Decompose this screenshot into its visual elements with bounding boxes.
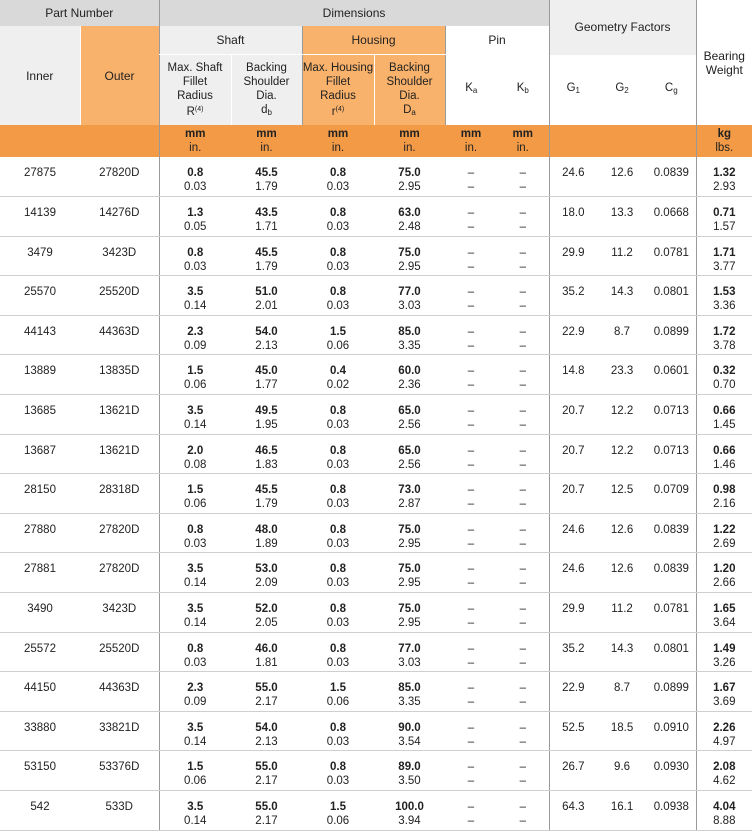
geometry-cg: 0.0839 [647, 157, 696, 197]
geometry-cg: 0.0713 [647, 395, 696, 435]
pin-kb: – – [497, 197, 549, 237]
table-row [0, 513, 752, 553]
housing-backing-diameter: 63.0 2.48 [374, 197, 445, 237]
bearing-weight: 1.20 2.66 [696, 553, 752, 593]
geometry-cg: 0.0930 [647, 751, 696, 791]
shaft-backing-diameter: 49.5 1.95 [231, 395, 302, 435]
housing-fillet-symbol: $r^{(4)}$ [331, 106, 345, 118]
unit-ka: mm in. [445, 125, 497, 157]
housing-fillet-radius: 0.8 0.03 [302, 751, 374, 791]
bearing-weight: 1.49 3.26 [696, 632, 752, 672]
geometry-g2: 12.2 [597, 395, 647, 435]
geometry-cg: 0.0781 [647, 236, 696, 276]
geometry-g1: 22.9 [549, 315, 597, 355]
table-row [0, 593, 752, 633]
geometry-cg: 0.0668 [647, 197, 696, 237]
housing-fillet-radius: 0.8 0.03 [302, 513, 374, 553]
table-row [0, 315, 752, 355]
geometry-cg: 0.0938 [647, 791, 696, 831]
pin-kb: – – [497, 632, 549, 672]
pin-ka: – – [445, 434, 497, 474]
housing-fillet-radius: 0.8 0.03 [302, 157, 374, 197]
housing-fillet-radius: 0.8 0.03 [302, 197, 374, 237]
table-row [0, 751, 752, 791]
inner-part-number: 27875 [0, 157, 80, 197]
housing-fillet-line-3: Radius [320, 90, 356, 102]
shaft-fillet-radius: 3.5 0.14 [159, 276, 231, 316]
shaft-fillet-radius: 0.8 0.03 [159, 513, 231, 553]
pin-ka: – – [445, 236, 497, 276]
table-row [0, 236, 752, 276]
housing-fillet-radius: 1.5 0.06 [302, 315, 374, 355]
shaft-backing-diameter: 51.0 2.01 [231, 276, 302, 316]
housing-backing-diameter: 73.0 2.87 [374, 474, 445, 514]
pin-kb: – – [497, 395, 549, 435]
shaft-backing-diameter: 45.5 1.79 [231, 474, 302, 514]
pin-ka: – – [445, 593, 497, 633]
pin-ka: – – [445, 513, 497, 553]
pin-ka: – – [445, 157, 497, 197]
housing-fillet-radius: 1.5 0.06 [302, 791, 374, 831]
bearing-weight: 0.32 0.70 [696, 355, 752, 395]
geometry-g2: 8.7 [597, 315, 647, 355]
pin-ka: – – [445, 791, 497, 831]
geometry-g1: 24.6 [549, 513, 597, 553]
pin-kb: – – [497, 236, 549, 276]
ka-header: $K_a$ [445, 55, 497, 126]
housing-fillet-radius: 0.8 0.03 [302, 474, 374, 514]
housing-backing-line-3: Dia. [399, 89, 420, 102]
geometry-g1: 14.8 [549, 355, 597, 395]
housing-backing-diameter: 77.0 3.03 [374, 632, 445, 672]
pin-kb: – – [497, 593, 549, 633]
unit-cell-empty [80, 125, 159, 157]
geometry-cg: 0.0801 [647, 276, 696, 316]
pin-ka: – – [445, 632, 497, 672]
shaft-fillet-symbol: $R^{(4)}$ [186, 106, 204, 118]
pin-kb: – – [497, 474, 549, 514]
housing-backing-diameter: 75.0 2.95 [374, 553, 445, 593]
housing-backing-diameter: 75.0 2.95 [374, 593, 445, 633]
geometry-g1: 18.0 [549, 197, 597, 237]
pin-kb: – – [497, 553, 549, 593]
geometry-g1: 20.7 [549, 434, 597, 474]
shaft-fillet-radius: 0.8 0.03 [159, 632, 231, 672]
geometry-g1: 20.7 [549, 474, 597, 514]
shaft-backing-diameter: 45.5 1.79 [231, 157, 302, 197]
shaft-fillet-radius: 3.5 0.14 [159, 593, 231, 633]
table-row [0, 632, 752, 672]
cg-header: $C_g$ [647, 55, 696, 126]
geometry-g2: 8.7 [597, 672, 647, 712]
housing-backing-shoulder-header [374, 55, 445, 126]
table-row [0, 157, 752, 197]
geometry-g1: 64.3 [549, 791, 597, 831]
housing-fillet-radius: 0.4 0.02 [302, 355, 374, 395]
bearing-weight: 0.66 1.46 [696, 434, 752, 474]
shaft-backing-diameter: 48.0 1.89 [231, 513, 302, 553]
outer-part-number: 533D [80, 791, 159, 831]
shaft-backing-diameter: 45.5 1.79 [231, 236, 302, 276]
kb-header: $K_b$ [497, 55, 549, 126]
geometry-g1: 29.9 [549, 593, 597, 633]
outer-header: Outer [80, 26, 159, 125]
table-row [0, 355, 752, 395]
geometry-g2: 11.2 [597, 236, 647, 276]
pin-kb: – – [497, 276, 549, 316]
geometry-cg: 0.0899 [647, 672, 696, 712]
housing-backing-diameter: 89.0 3.50 [374, 751, 445, 791]
pin-ka: – – [445, 355, 497, 395]
inner-part-number: 3479 [0, 236, 80, 276]
inner-part-number: 33880 [0, 711, 80, 751]
pin-ka: – – [445, 711, 497, 751]
bearing-weight: 1.72 3.78 [696, 315, 752, 355]
bearing-weight: 1.71 3.77 [696, 236, 752, 276]
outer-part-number: 27820D [80, 553, 159, 593]
table-row [0, 672, 752, 712]
geometry-cg: 0.0801 [647, 632, 696, 672]
geometry-g1: 26.7 [549, 751, 597, 791]
geometry-g2: 23.3 [597, 355, 647, 395]
outer-part-number: 13835D [80, 355, 159, 395]
housing-backing-diameter: 100.0 3.94 [374, 791, 445, 831]
housing-backing-diameter: 65.0 2.56 [374, 434, 445, 474]
shaft-fillet-radius: 1.5 0.06 [159, 751, 231, 791]
bearing-weight-label: Bearing Weight [703, 48, 745, 77]
outer-part-number: 25520D [80, 632, 159, 672]
geometry-g2: 14.3 [597, 632, 647, 672]
shaft-fillet-radius: 1.5 0.06 [159, 474, 231, 514]
shaft-backing-diameter: 45.0 1.77 [231, 355, 302, 395]
housing-fillet-radius: 0.8 0.03 [302, 593, 374, 633]
table-row [0, 791, 752, 831]
table-row [0, 434, 752, 474]
geometry-cg: 0.0899 [647, 315, 696, 355]
housing-backing-diameter: 85.0 3.35 [374, 672, 445, 712]
housing-backing-diameter: 65.0 2.56 [374, 395, 445, 435]
outer-part-number: 13621D [80, 395, 159, 435]
outer-part-number: 14276D [80, 197, 159, 237]
outer-part-number: 33821D [80, 711, 159, 751]
geometry-g2: 14.3 [597, 276, 647, 316]
geometry-g1: 20.7 [549, 395, 597, 435]
shaft-fillet-radius-header [159, 55, 231, 126]
bearing-weight: 1.65 3.64 [696, 593, 752, 633]
unit-weight: kg lbs. [696, 125, 752, 157]
shaft-fillet-line-1: Max. Shaft [167, 62, 223, 74]
shaft-fillet-radius: 1.3 0.05 [159, 197, 231, 237]
pin-ka: – – [445, 474, 497, 514]
bearing-weight: 0.71 1.57 [696, 197, 752, 237]
shaft-backing-diameter: 43.5 1.71 [231, 197, 302, 237]
housing-backing-diameter: 60.0 2.36 [374, 355, 445, 395]
geometry-g2: 9.6 [597, 751, 647, 791]
housing-backing-diameter: 85.0 3.35 [374, 315, 445, 355]
housing-backing-diameter: 77.0 3.03 [374, 276, 445, 316]
shaft-fillet-radius: 2.3 0.09 [159, 672, 231, 712]
housing-fillet-radius: 0.8 0.03 [302, 632, 374, 672]
geometry-g2: 12.6 [597, 513, 647, 553]
table-row [0, 711, 752, 751]
housing-backing-diameter: 90.0 3.54 [374, 711, 445, 751]
outer-part-number: 28318D [80, 474, 159, 514]
shaft-backing-line-2: Shoulder [243, 75, 290, 88]
pin-kb: – – [497, 513, 549, 553]
pin-kb: – – [497, 791, 549, 831]
shaft-fillet-radius: 3.5 0.14 [159, 395, 231, 435]
geometry-g2: 16.1 [597, 791, 647, 831]
pin-ka: – – [445, 553, 497, 593]
bearing-weight-header [696, 0, 752, 125]
bearing-weight: 1.32 2.93 [696, 157, 752, 197]
unit-shaft-fillet: mm in. [159, 125, 231, 157]
bearing-weight: 1.22 2.69 [696, 513, 752, 553]
bearing-weight: 2.08 4.62 [696, 751, 752, 791]
inner-part-number: 25570 [0, 276, 80, 316]
geometry-cg: 0.0781 [647, 593, 696, 633]
geometry-cg: 0.0839 [647, 553, 696, 593]
unit-housing-backing: mm in. [374, 125, 445, 157]
shaft-backing-diameter: 54.0 2.13 [231, 711, 302, 751]
housing-fillet-radius: 0.8 0.03 [302, 236, 374, 276]
unit-housing-fillet: mm in. [302, 125, 374, 157]
outer-part-number: 13621D [80, 434, 159, 474]
outer-part-number: 27820D [80, 513, 159, 553]
shaft-fillet-radius: 3.5 0.14 [159, 553, 231, 593]
unit-shaft-backing: mm in. [231, 125, 302, 157]
g2-header: $G_2$ [597, 55, 647, 126]
table-row [0, 474, 752, 514]
housing-backing-line-1: Backing [389, 61, 430, 74]
shaft-backing-line-1: Backing [246, 61, 287, 74]
units-row [0, 125, 752, 157]
housing-fillet-radius: 0.8 0.03 [302, 553, 374, 593]
shaft-backing-diameter: 55.0 2.17 [231, 791, 302, 831]
pin-ka: – – [445, 197, 497, 237]
pin-ka: – – [445, 315, 497, 355]
geometry-g2: 12.6 [597, 553, 647, 593]
shaft-backing-line-3: Dia. [256, 89, 277, 102]
geometry-factors-header: Geometry Factors [549, 0, 696, 55]
shaft-backing-diameter: 46.0 1.81 [231, 632, 302, 672]
bearing-weight: 1.67 3.69 [696, 672, 752, 712]
geometry-g2: 12.6 [597, 157, 647, 197]
bearing-weight: 0.66 1.45 [696, 395, 752, 435]
unit-kb: mm in. [497, 125, 549, 157]
geometry-g1: 35.2 [549, 632, 597, 672]
inner-part-number: 25572 [0, 632, 80, 672]
housing-backing-line-2: Shoulder [386, 75, 433, 88]
shaft-fillet-radius: 1.5 0.06 [159, 355, 231, 395]
housing-backing-diameter: 75.0 2.95 [374, 236, 445, 276]
table-row [0, 395, 752, 435]
pin-kb: – – [497, 751, 549, 791]
outer-part-number: 3423D [80, 236, 159, 276]
shaft-fillet-radius: 0.8 0.03 [159, 157, 231, 197]
geometry-g1: 22.9 [549, 672, 597, 712]
housing-backing-diameter: 75.0 2.95 [374, 157, 445, 197]
geometry-g2: 11.2 [597, 593, 647, 633]
shaft-backing-diameter: 53.0 2.09 [231, 553, 302, 593]
shaft-fillet-radius: 2.3 0.09 [159, 315, 231, 355]
housing-fillet-radius-header [302, 55, 374, 126]
geometry-g2: 12.5 [597, 474, 647, 514]
geometry-cg: 0.0910 [647, 711, 696, 751]
geometry-g1: 24.6 [549, 157, 597, 197]
geometry-g2: 18.5 [597, 711, 647, 751]
table-row [0, 276, 752, 316]
pin-kb: – – [497, 315, 549, 355]
housing-backing-diameter: 75.0 2.95 [374, 513, 445, 553]
geometry-g1: 35.2 [549, 276, 597, 316]
shaft-backing-diameter: 54.0 2.13 [231, 315, 302, 355]
shaft-backing-diameter: 55.0 2.17 [231, 751, 302, 791]
shaft-backing-symbol: $d_b$ [261, 103, 272, 117]
inner-part-number: 14139 [0, 197, 80, 237]
shaft-fillet-radius: 3.5 0.14 [159, 791, 231, 831]
shaft-backing-diameter: 46.5 1.83 [231, 434, 302, 474]
inner-part-number: 27881 [0, 553, 80, 593]
geometry-cg: 0.0713 [647, 434, 696, 474]
bearing-weight: 2.26 4.97 [696, 711, 752, 751]
inner-part-number: 13685 [0, 395, 80, 435]
geometry-g2: 12.2 [597, 434, 647, 474]
housing-fillet-line-2: Fillet [325, 76, 351, 88]
inner-part-number: 27880 [0, 513, 80, 553]
pin-ka: – – [445, 276, 497, 316]
unit-cell-empty [549, 125, 597, 157]
housing-fillet-radius: 0.8 0.03 [302, 395, 374, 435]
shaft-fillet-radius: 3.5 0.14 [159, 711, 231, 751]
shaft-fillet-radius: 0.8 0.03 [159, 236, 231, 276]
outer-part-number: 25520D [80, 276, 159, 316]
outer-part-number: 44363D [80, 672, 159, 712]
inner-part-number: 542 [0, 791, 80, 831]
unit-cell-empty [597, 125, 647, 157]
bearing-weight: 4.04 8.88 [696, 791, 752, 831]
shaft-header: Shaft [159, 26, 302, 55]
geometry-g1: 24.6 [549, 553, 597, 593]
unit-cell-empty [0, 125, 80, 157]
outer-part-number: 3423D [80, 593, 159, 633]
pin-kb: – – [497, 711, 549, 751]
pin-ka: – – [445, 751, 497, 791]
shaft-fillet-line-3: Radius [177, 90, 213, 102]
geometry-g1: 29.9 [549, 236, 597, 276]
housing-backing-symbol: $D_a$ [403, 103, 416, 117]
bearing-weight: 1.53 3.36 [696, 276, 752, 316]
inner-part-number: 53150 [0, 751, 80, 791]
shaft-fillet-line-2: Fillet [182, 76, 208, 88]
inner-part-number: 44150 [0, 672, 80, 712]
geometry-cg: 0.0709 [647, 474, 696, 514]
table-row [0, 553, 752, 593]
housing-fillet-line-1: Max. Housing [302, 62, 374, 74]
outer-part-number: 53376D [80, 751, 159, 791]
geometry-g1: 52.5 [549, 711, 597, 751]
inner-part-number: 3490 [0, 593, 80, 633]
geometry-cg: 0.0839 [647, 513, 696, 553]
pin-kb: – – [497, 672, 549, 712]
part-number-header: Part Number [0, 0, 159, 26]
inner-part-number: 28150 [0, 474, 80, 514]
outer-part-number: 27820D [80, 157, 159, 197]
unit-cell-empty [647, 125, 696, 157]
inner-header: Inner [0, 26, 80, 125]
housing-fillet-radius: 1.5 0.06 [302, 672, 374, 712]
geometry-g2: 13.3 [597, 197, 647, 237]
inner-part-number: 13687 [0, 434, 80, 474]
outer-part-number: 44363D [80, 315, 159, 355]
inner-part-number: 44143 [0, 315, 80, 355]
shaft-backing-shoulder-header [231, 55, 302, 126]
pin-ka: – – [445, 395, 497, 435]
geometry-cg: 0.0601 [647, 355, 696, 395]
bearing-weight: 0.98 2.16 [696, 474, 752, 514]
pin-kb: – – [497, 157, 549, 197]
housing-fillet-radius: 0.8 0.03 [302, 711, 374, 751]
table-body [0, 157, 752, 830]
dimensions-header: Dimensions [159, 0, 549, 26]
pin-ka: – – [445, 672, 497, 712]
housing-fillet-radius: 0.8 0.03 [302, 434, 374, 474]
pin-kb: – – [497, 434, 549, 474]
g1-header: $G_1$ [549, 55, 597, 126]
shaft-backing-diameter: 55.0 2.17 [231, 672, 302, 712]
shaft-backing-diameter: 52.0 2.05 [231, 593, 302, 633]
inner-part-number: 13889 [0, 355, 80, 395]
pin-kb: – – [497, 355, 549, 395]
shaft-fillet-radius: 2.0 0.08 [159, 434, 231, 474]
housing-header: Housing [302, 26, 445, 55]
housing-fillet-radius: 0.8 0.03 [302, 276, 374, 316]
pin-header: Pin [445, 26, 549, 55]
table-row [0, 197, 752, 237]
